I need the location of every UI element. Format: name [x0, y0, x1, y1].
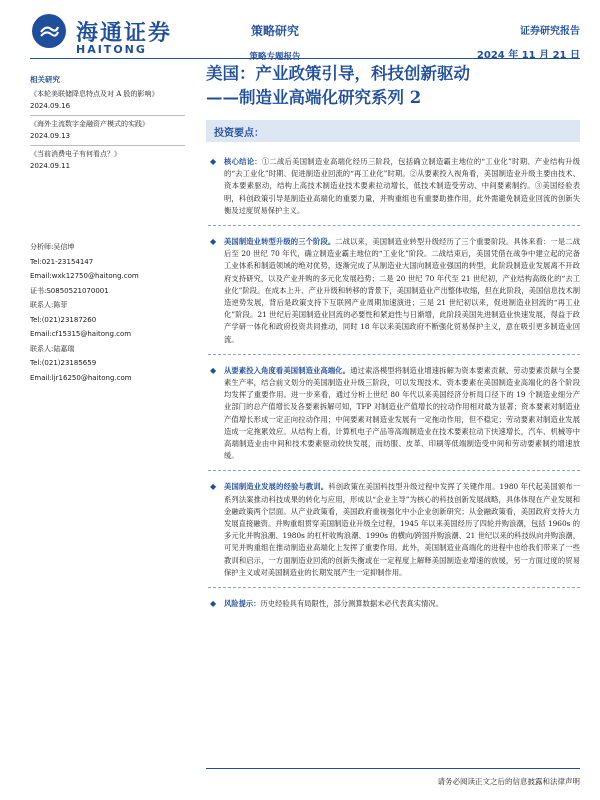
summary-paragraph [208, 598, 580, 610]
related-divider [30, 145, 185, 146]
paragraph-text: 历史经验具有局限性，部分测算数据未必代表真实情况。 [260, 599, 443, 609]
diamond-bullet-icon: ◆ [210, 365, 217, 375]
summary-paragraph [208, 365, 580, 463]
summary-paragraph [208, 236, 580, 346]
paragraph-lead: 从要素投入角度看美国制造业高端化。 [224, 365, 351, 375]
related-item[interactable] [30, 118, 194, 142]
report-body [208, 156, 580, 622]
haitong-logo-icon [32, 14, 66, 48]
paragraph-lead: 美国制造业转型升级的三个阶段。 [224, 237, 336, 247]
related-title: 《本轮美联储降息特点及对 A 股的影响》 [30, 90, 159, 98]
diamond-bullet-icon: ◆ [210, 599, 217, 609]
paragraph-text: 科创政策在美国科技型升级过程中发挥了关键作用。1980 年代起美国颁布一系列法案推动科技成果的转化与应用，形成以“企业主导”为核心的科技创新发展战略，具体体现在产业发展和金融政策两个层面。从产业政策看，美国政府重视强化中小企业创新研究；从金融政策看，美国政府支持大力发展直接融资。并购重组贯穿美国制造业升级全过程，1945 年以来美国经历了四轮并购浪潮，包括 1960s 的多元化并购浪潮、1980s 的杠杆收购浪潮、1990s 的横向/跨国并购浪潮、21 世纪以来的科技纵向并购浪潮，可见并购重组在推动制造业高端化上发挥了重要作用。此外，美国制造业高端化的进程中也给我们带来了一些教训和启示，一方面制造业回流的创新失衡或在一定程度上解释美国制造业增速的放缓，另一方面过度的贸易保护主义或对美国制造业的长期发展产生一定抑制作用。 [224, 482, 581, 577]
diamond-bullet-icon: ◆ [210, 482, 217, 492]
related-item[interactable] [30, 88, 194, 112]
paragraph-text: 通过索洛模型将制造业增速拆解为资本要素贡献、劳动要素贡献与全要素生产率，结合前文划分的美国制造业升级三阶段，可以发现技术、资本要素在美国制造业高端化的各个阶段均发挥了重要作用。进一步来看，通过分析上世纪 80 年代以来美国经济分析局口径下的 19 个制造业细分产业部门的总产值增长及各要素拆解可知，TFP 对制造业产值增长的拉动作用相对最为显著；资本要素对制造业产值增长形成一定正向拉动作用；中间要素对制造业发展有一定拖动作用，但不稳定；劳动要素对制造业发展造成一定拖累效应。从结构上看，计算机电子产品等高端制造业在技术要素拉动下快速增长，汽车、机械等中高端制造业由中间和技术要素驱动较快发展，而纺服、皮革、印刷等低端制造受中间和劳动要素制约增速放缓。 [224, 365, 581, 461]
analyst-cert: 证书:S0850521070001 [30, 286, 109, 295]
subcategory-label: 策略专题报告 [249, 52, 301, 62]
header-divider [30, 58, 580, 59]
paragraph-lead: 美国制造业发展的经验与教训。 [224, 482, 329, 492]
related-date: 2024.09.11 [30, 162, 71, 170]
paragraph-lead: 核心结论： [224, 157, 262, 166]
report-title [206, 62, 586, 110]
title-line-1: 美国：产业政策引导，科技创新驱动 [206, 64, 470, 83]
contact-name: 联系人:陆嘉瑞 [30, 344, 75, 353]
related-date: 2024.09.13 [30, 132, 71, 140]
title-line-2: ——制造业高端化研究系列 2 [206, 88, 422, 107]
haitong-logo [32, 14, 173, 56]
contact-email[interactable]: Email:cf15315@haitong.com [30, 330, 132, 338]
related-date: 2024.09.16 [30, 102, 71, 110]
related-item[interactable] [30, 148, 194, 172]
section-heading: 投资要点： [214, 128, 264, 139]
category-label: 策略研究 [250, 24, 299, 38]
diamond-bullet-icon: ◆ [210, 237, 217, 247]
footer-divider [206, 768, 580, 769]
contact-tel: Tel:(021)23187260 [30, 315, 97, 324]
contact-tel: Tel:(021)23185659 [30, 359, 97, 367]
paragraph-lead: 风险提示： [224, 599, 261, 609]
disclaimer-footer: 请务必阅读正文之后的信息披露和法律声明 [437, 777, 580, 786]
logo-english-name: HAITONG [76, 43, 147, 56]
logo-chinese-name: 海通证券 [76, 20, 173, 46]
dashed-divider [208, 225, 580, 226]
related-title: 《海外主流数字金融资产模式的实践》 [30, 120, 149, 128]
sidebar-related [30, 74, 194, 173]
analyst-contacts [30, 240, 194, 385]
related-title: 《当前消费电子有何看点？》 [30, 150, 121, 158]
dashed-divider [208, 354, 580, 355]
report-type: 证券研究报告 [520, 26, 580, 37]
analyst-email[interactable]: Email:wxk12750@haitong.com [30, 272, 139, 280]
contact-email[interactable]: Email:ljr16250@haitong.com [30, 373, 132, 382]
report-date: 2024 年 11 月 21 日 [476, 50, 580, 61]
related-divider [30, 115, 185, 116]
report-category [220, 22, 330, 62]
dashed-divider [208, 587, 580, 588]
related-heading: 相关研究 [30, 75, 60, 84]
summary-paragraph [208, 156, 580, 217]
analyst-name: 分析师:吴信坤 [30, 243, 75, 251]
analyst-tel: Tel:021-23154147 [30, 257, 94, 266]
dashed-divider [208, 470, 580, 471]
contact-name: 联系人:陈菲 [30, 301, 68, 309]
summary-paragraph [208, 481, 580, 579]
diamond-bullet-icon: ◆ [210, 157, 217, 166]
paragraph-text: ①二战后美国制造业高端化经历三阶段，包括确立制造霸主地位的“工业化”时期、产业结构升级的“去工业化”时期、促进制造业回流的“再工业化”时期。②从要素投入视角看，美国制造业升级主要由技术、资本要素驱动，结构上高技术制造业技术要素拉动增长，低技术制造受劳动、中间要素制约。③美国经验表明，科创政策引导是制造业高端化的重要力量，并购重组也有重要助推作用，此外需避免制造业回流的创新失衡及过度贸易保护主义。 [224, 157, 580, 215]
paragraph-text: 二战以来，美国制造业转型升级经历了三个重要阶段。具体来看：一是二战后至 20 世纪 70 年代，确立制造业霸主地位的“工业化”阶段。二战结束后，美国凭借在战争中建立起的完备工业体系和制造领域的绝对优势，逐渐完成了从制造业大国向制造业强国的转型，此阶段制造业发展离不开政府支持研究，以及产业并购的多元化发展趋势；二是 20 世纪 70 年代至 21 世纪初，产业结构高级化的“去工业化”阶段。在成本上升、产业升级和转移的背景下，美国制造业产出整体收缩，但在此阶段，美国信息技术制造逆势发展，背后是政策支持下互联网产业周期加速演进；三是 21 世纪初以来，促进制造业回流的“再工业化”阶段。21 世纪后美国制造业回流的必要性和紧迫性与日渐增，此阶段美国先进制造业快速发展，得益于政产学研一体化和政府投资共同推动，同时 18 年以来美国政府不断强化贸易保护主义，意在吸引更多制造业回流。 [224, 237, 581, 344]
report-meta [477, 22, 580, 61]
